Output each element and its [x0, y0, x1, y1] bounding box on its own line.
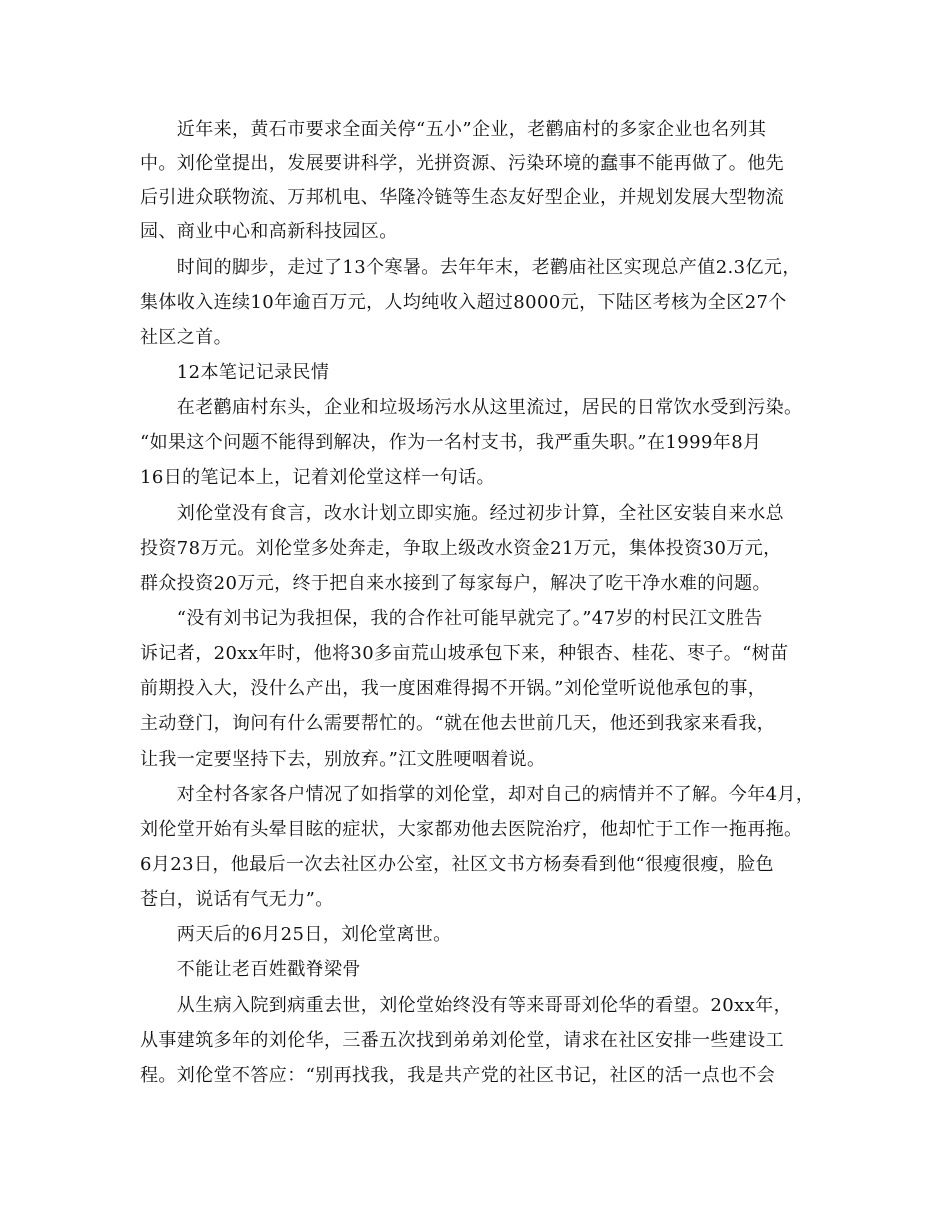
section-heading: 不能让老百姓戳脊梁骨	[140, 959, 361, 980]
text-line: 刘伦堂没有食言，改水计划立即实施。经过初步计算，全社区安装自来水总	[140, 503, 784, 524]
text-line: 后引进众联物流、万邦机电、华隆冷链等生态友好型企业，并规划发展大型物流	[140, 187, 784, 208]
text-line: 6月23日，他最后一次去社区办公室，社区文书方杨奏看到他“很瘦很瘦，脸色	[140, 854, 774, 875]
section-heading: 12本笔记记录民情	[140, 362, 330, 383]
text-line: 主动登门，询问有什么需要帮忙的。“就在他去世前几天，他还到我家来看我，	[140, 713, 776, 734]
text-line: “没有刘书记为我担保，我的合作社可能早就完了。”47岁的村民江文胜告	[140, 608, 763, 629]
text-line: 对全村各家各户情况了如指掌的刘伦堂，却对自己的病情并不了解。今年4月，	[140, 784, 815, 805]
text-line: 投资78万元。刘伦堂多处奔走，争取上级改水资金21万元，集体投资30万元，	[140, 538, 782, 559]
text-line: 16日的笔记本上，记着刘伦堂这样一句话。	[140, 467, 495, 488]
text-line: 中。刘伦堂提出，发展要讲科学，光拼资源、污染环境的蠢事不能再做了。他先	[140, 153, 784, 174]
text-line: 园、商业中心和高新科技园区。	[140, 221, 398, 242]
text-line: 时间的脚步，走过了13个寒暑。去年年末，老鹳庙社区实现总产值2.3亿元，	[140, 257, 801, 278]
text-line: 两天后的6月25日，刘伦堂离世。	[140, 924, 452, 945]
text-line: 群众投资20万元，终于把自来水接到了每家每户，解决了吃干净水难的问题。	[140, 573, 771, 594]
text-line: 社区之首。	[140, 327, 232, 348]
text-line: 前期投入大，没什么产出，我一度困难得揭不开锅。”刘伦堂听说他承包的事，	[140, 678, 767, 699]
text-line: 刘伦堂开始有头晕目眩的症状，大家都劝他去医院治疗，他却忙于工作一拖再拖。	[140, 819, 803, 840]
text-line: 苍白，说话有气无力”。	[140, 889, 334, 910]
text-line: 集体收入连续10年逾百万元，人均纯收入超过8000元，下陆区考核为全区27个	[140, 292, 787, 313]
text-line: 近年来，黄石市要求全面关停“五小”企业，老鹳庙村的多家企业也名列其	[140, 119, 767, 140]
text-line: 从生病入院到病重去世，刘伦堂始终没有等来哥哥刘伦华的看望。20xx年，	[140, 995, 793, 1016]
text-line: 程。刘伦堂不答应：“别再找我，我是共产党的社区书记，社区的活一点也不会	[140, 1065, 776, 1086]
text-line: 从事建筑多年的刘伦华，三番五次找到弟弟刘伦堂，请求在社区安排一些建设工	[140, 1030, 784, 1051]
text-line: 在老鹳庙村东头，企业和垃圾场污水从这里流过，居民的日常饮水受到污染。	[140, 397, 803, 418]
text-line: 诉记者，20xx年时，他将30多亩荒山坡承包下来，种银杏、桂花、枣子。“树苗	[140, 643, 789, 664]
text-line: 让我一定要坚持下去，别放弃。”江文胜哽咽着说。	[140, 749, 546, 770]
text-line: “如果这个问题不能得到解决，作为一名村支书，我严重失职。”在1999年8月	[140, 432, 762, 453]
